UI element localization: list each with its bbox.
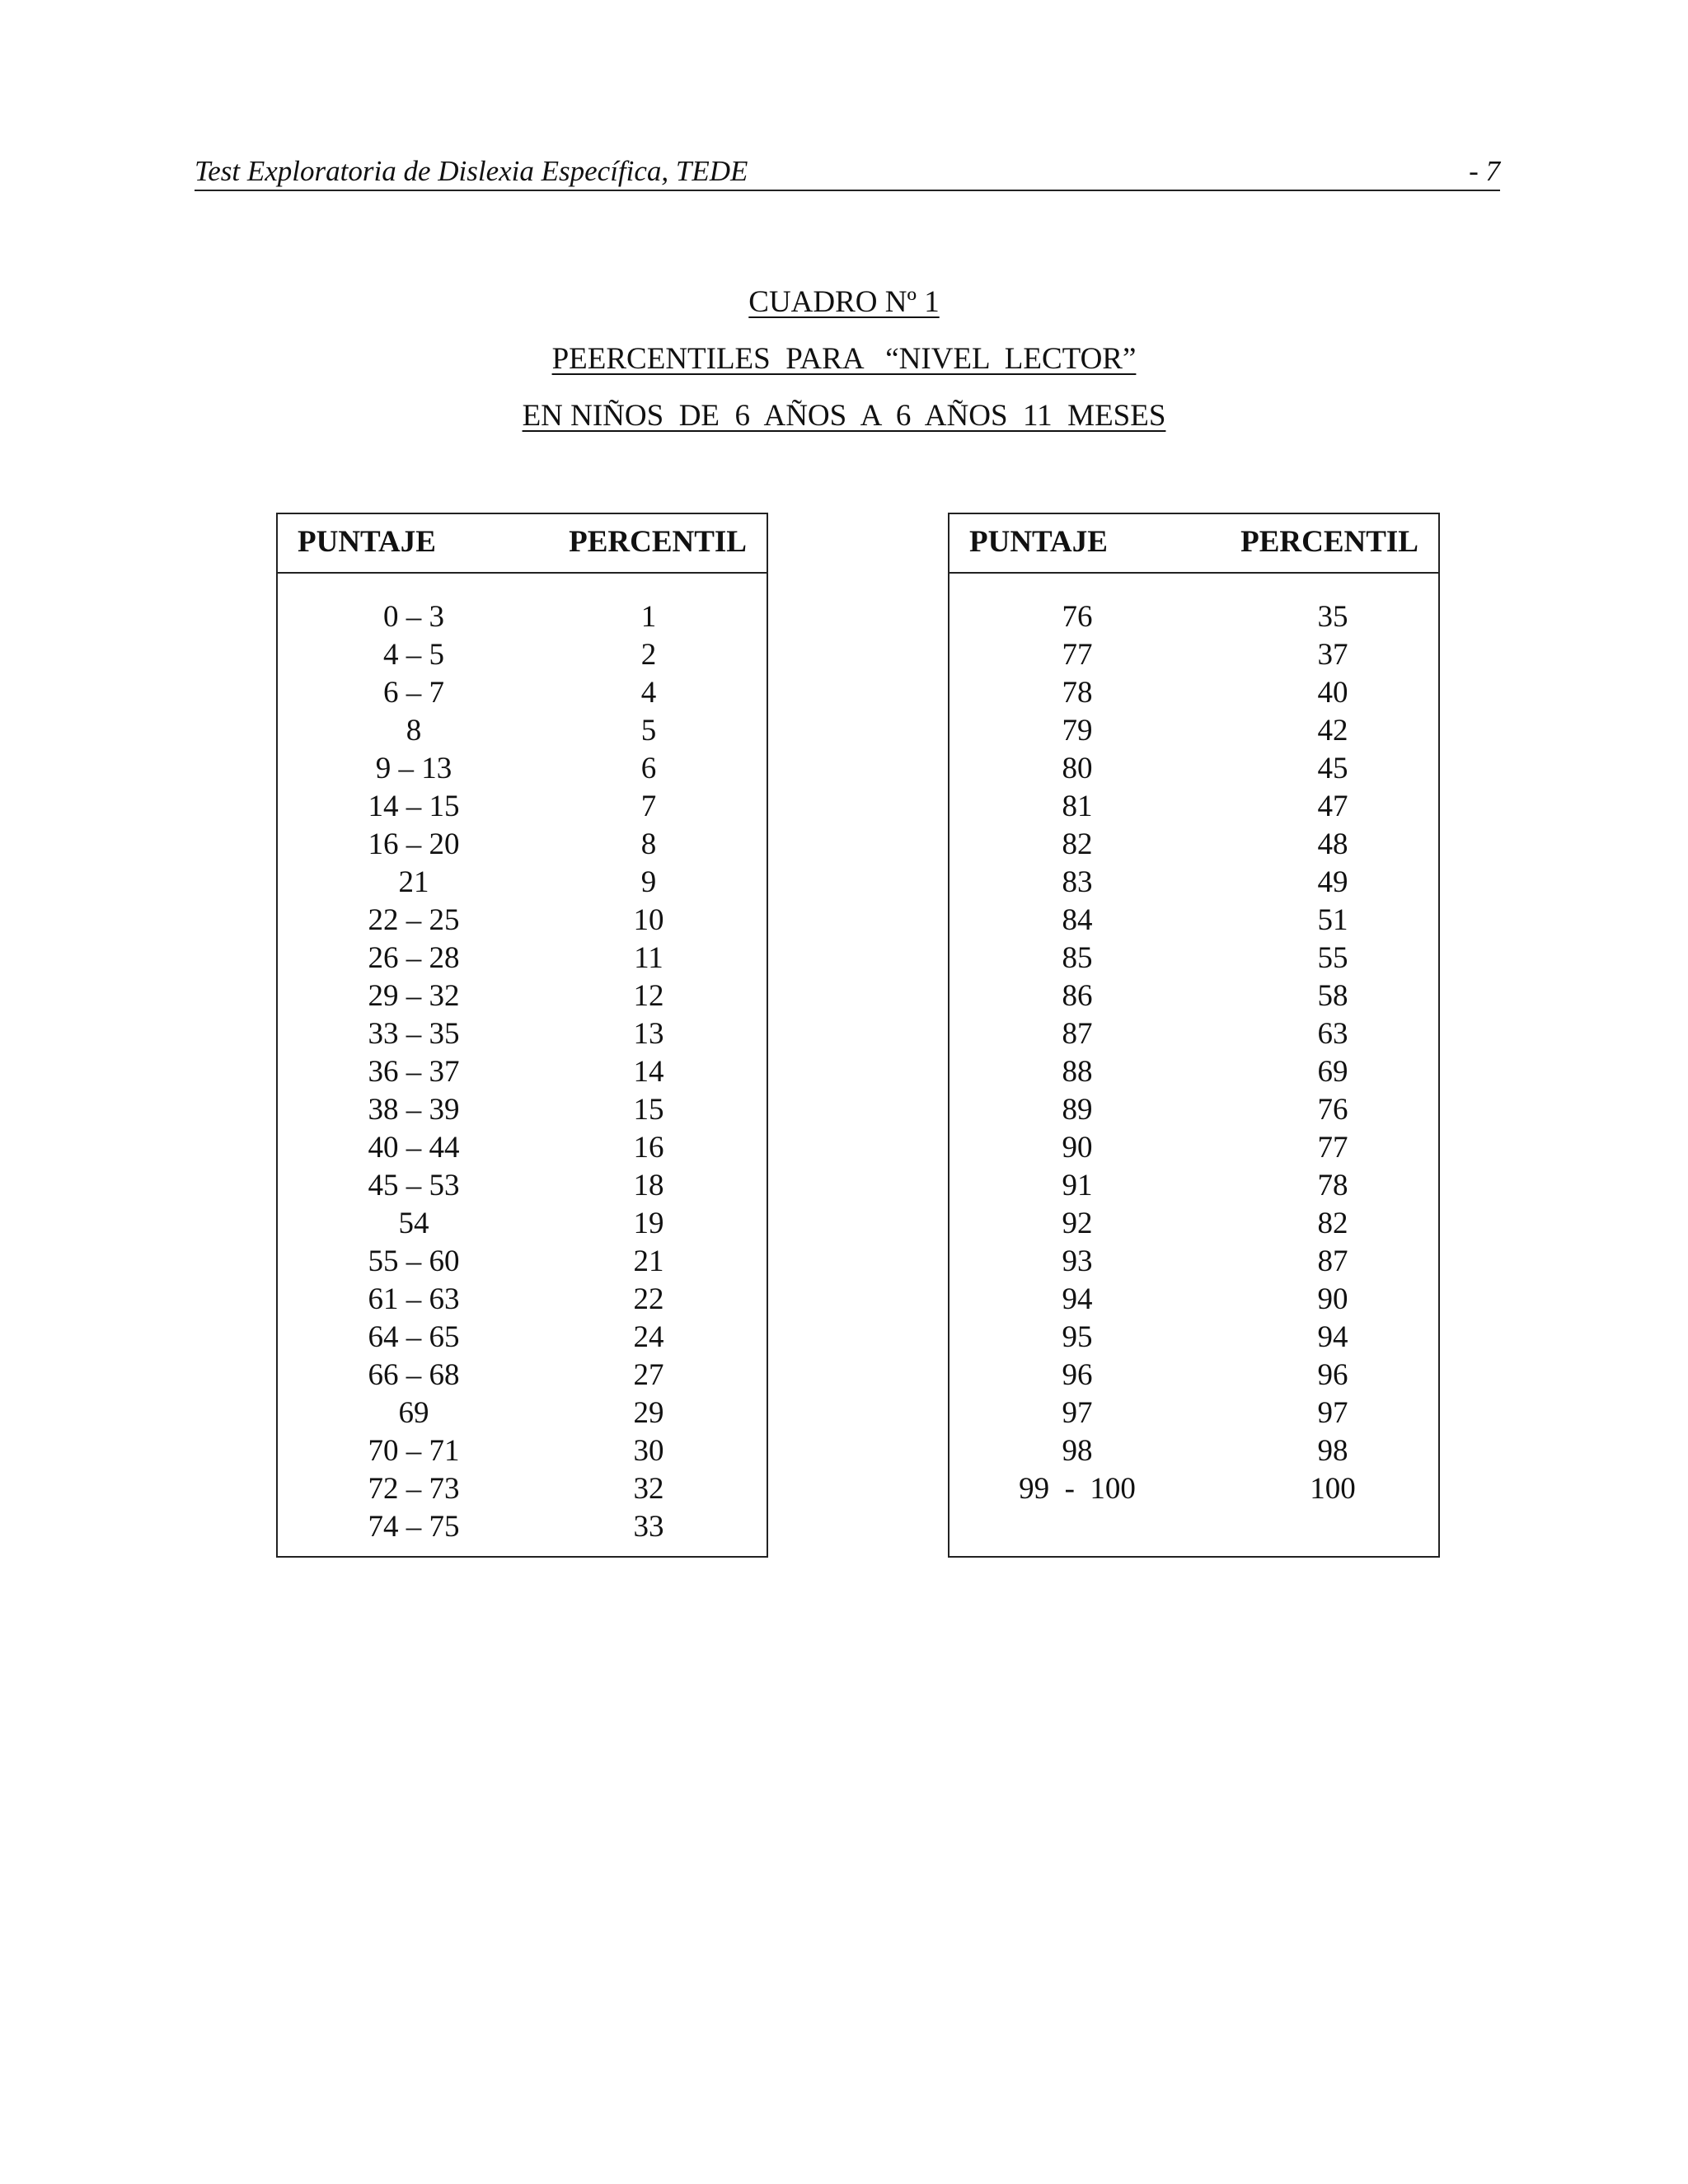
table-row [278, 1432, 767, 1470]
table-row [278, 636, 767, 674]
score-cell: 99 - 100 [1019, 1472, 1136, 1506]
score-cell: 33 – 35 [368, 1017, 460, 1051]
score-cell: 40 – 44 [368, 1131, 460, 1165]
percentile-cell: 11 [634, 941, 663, 975]
percentile-cell: 100 [1310, 1472, 1356, 1506]
percentile-cell: 1 [640, 600, 657, 634]
score-cell: 38 – 39 [368, 1093, 460, 1127]
table-row [278, 1129, 767, 1167]
table-row [950, 1432, 1438, 1470]
score-cell: 72 – 73 [368, 1472, 460, 1506]
table-row [278, 1394, 767, 1432]
table-row [950, 788, 1438, 826]
percentile-cell: 19 [633, 1207, 664, 1240]
table-caption [0, 282, 1688, 452]
percentile-cell: 51 [1317, 903, 1348, 937]
percentile-cell: 13 [633, 1017, 664, 1051]
table-row [950, 1357, 1438, 1394]
table-row [278, 940, 767, 977]
score-cell: 4 – 5 [383, 638, 444, 672]
percentile-cell: 12 [633, 979, 664, 1013]
table-row [950, 1243, 1438, 1281]
score-cell: 77 [1062, 638, 1093, 672]
percentile-cell: 35 [1317, 600, 1348, 634]
score-cell: 21 [398, 865, 429, 899]
score-cell: 92 [1062, 1207, 1093, 1240]
percentile-cell: 96 [1317, 1358, 1348, 1392]
caption-line-2 [0, 339, 1688, 396]
caption-line-3-text: EN NIÑOS DE 6 AÑOS A 6 AÑOS 11 MESES [522, 399, 1166, 433]
table-row [278, 1243, 767, 1281]
table-row [278, 1357, 767, 1394]
table-row [278, 1053, 767, 1091]
caption-line-1 [0, 282, 1688, 339]
score-cell: 85 [1062, 941, 1093, 975]
percentile-cell: 9 [640, 865, 657, 899]
table-row [950, 636, 1438, 674]
score-cell: 89 [1062, 1093, 1093, 1127]
percentile-cell: 76 [1317, 1093, 1348, 1127]
percentile-table-right [948, 513, 1440, 1558]
table-body-right [950, 598, 1438, 1508]
percentile-cell: 49 [1317, 865, 1348, 899]
percentile-cell: 22 [633, 1282, 664, 1316]
percentile-table-left [276, 513, 768, 1558]
table-row [278, 674, 767, 712]
table-row [278, 1167, 767, 1205]
score-cell: 70 – 71 [368, 1434, 460, 1468]
percentile-cell: 7 [640, 790, 657, 823]
percentile-cell: 33 [633, 1510, 664, 1544]
score-cell: 74 – 75 [368, 1510, 460, 1544]
score-cell: 16 – 20 [368, 827, 460, 861]
percentile-cell: 69 [1317, 1055, 1348, 1089]
score-cell: 64 – 65 [368, 1320, 460, 1354]
score-cell: 90 [1062, 1131, 1093, 1165]
percentile-cell: 37 [1317, 638, 1348, 672]
score-cell: 98 [1062, 1434, 1093, 1468]
percentile-cell: 18 [633, 1169, 664, 1202]
table-row [278, 1319, 767, 1357]
percentile-cell: 27 [633, 1358, 664, 1392]
score-cell: 9 – 13 [375, 752, 452, 785]
percentile-cell: 30 [633, 1434, 664, 1468]
caption-line-1-text: CUADRO Nº 1 [748, 285, 940, 319]
column-header-percentile: PERCENTIL [1240, 525, 1418, 559]
score-cell: 54 [398, 1207, 429, 1240]
table-row [278, 750, 767, 788]
score-cell: 6 – 7 [383, 676, 444, 710]
percentile-cell: 2 [640, 638, 657, 672]
percentile-cell: 63 [1317, 1017, 1348, 1051]
score-cell: 14 – 15 [368, 790, 460, 823]
percentile-cell: 24 [633, 1320, 664, 1354]
table-header-right [950, 514, 1438, 574]
percentile-cell: 21 [633, 1244, 664, 1278]
score-cell: 55 – 60 [368, 1244, 460, 1278]
table-row [950, 1015, 1438, 1053]
percentile-cell: 58 [1317, 979, 1348, 1013]
table-row [278, 902, 767, 940]
score-cell: 0 – 3 [383, 600, 444, 634]
score-cell: 93 [1062, 1244, 1093, 1278]
score-cell: 66 – 68 [368, 1358, 460, 1392]
percentile-cell: 45 [1317, 752, 1348, 785]
document-title: Test Exploratoria de Dislexia Específica, TEDE [195, 155, 748, 187]
table-row [950, 902, 1438, 940]
table-row [950, 864, 1438, 902]
percentile-cell: 8 [640, 827, 657, 861]
percentile-cell: 90 [1317, 1282, 1348, 1316]
score-cell: 91 [1062, 1169, 1093, 1202]
table-row [950, 1053, 1438, 1091]
percentile-cell: 15 [633, 1093, 664, 1127]
table-row [278, 598, 767, 636]
table-row [950, 1470, 1438, 1508]
table-body-left [278, 598, 767, 1546]
table-row [950, 826, 1438, 864]
column-header-percentile: PERCENTIL [569, 525, 747, 559]
percentile-cell: 32 [633, 1472, 664, 1506]
table-row [950, 1167, 1438, 1205]
table-row [950, 940, 1438, 977]
table-row [950, 1394, 1438, 1432]
percentile-cell: 6 [640, 752, 657, 785]
percentile-cell: 98 [1317, 1434, 1348, 1468]
score-cell: 61 – 63 [368, 1282, 460, 1316]
percentile-cell: 40 [1317, 676, 1348, 710]
score-cell: 88 [1062, 1055, 1093, 1089]
table-row [278, 864, 767, 902]
percentile-cell: 87 [1317, 1244, 1348, 1278]
percentile-cell: 94 [1317, 1320, 1348, 1354]
table-row [950, 1205, 1438, 1243]
table-row [278, 1205, 767, 1243]
table-row [950, 1091, 1438, 1129]
score-cell: 36 – 37 [368, 1055, 460, 1089]
column-header-score: PUNTAJE [969, 525, 1108, 559]
score-cell: 87 [1062, 1017, 1093, 1051]
percentile-cell: 78 [1317, 1169, 1348, 1202]
table-row [278, 1508, 767, 1546]
score-cell: 26 – 28 [368, 941, 460, 975]
table-row [950, 977, 1438, 1015]
table-row [278, 1281, 767, 1319]
table-row [950, 1281, 1438, 1319]
score-cell: 29 – 32 [368, 979, 460, 1013]
score-cell: 97 [1062, 1396, 1093, 1430]
score-cell: 22 – 25 [368, 903, 460, 937]
table-row [278, 788, 767, 826]
percentile-cell: 82 [1317, 1207, 1348, 1240]
percentile-cell: 10 [633, 903, 664, 937]
score-cell: 80 [1062, 752, 1093, 785]
percentile-cell: 4 [640, 676, 657, 710]
percentile-cell: 48 [1317, 827, 1348, 861]
percentile-cell: 47 [1317, 790, 1348, 823]
table-header-left [278, 514, 767, 574]
score-cell: 83 [1062, 865, 1093, 899]
table-row [278, 977, 767, 1015]
score-cell: 81 [1062, 790, 1093, 823]
percentile-cell: 77 [1317, 1131, 1348, 1165]
table-row [950, 1319, 1438, 1357]
table-row [950, 712, 1438, 750]
percentile-cell: 55 [1317, 941, 1348, 975]
caption-line-2-text: PEERCENTILES PARA “NIVEL LECTOR” [551, 342, 1137, 376]
table-row [950, 750, 1438, 788]
caption-line-3 [0, 396, 1688, 452]
percentile-cell: 97 [1317, 1396, 1348, 1430]
table-row [278, 826, 767, 864]
page-number: - 7 [1469, 155, 1500, 187]
score-cell: 96 [1062, 1358, 1093, 1392]
percentile-cell: 14 [633, 1055, 664, 1089]
table-row [950, 1129, 1438, 1167]
score-cell: 79 [1062, 714, 1093, 748]
score-cell: 82 [1062, 827, 1093, 861]
percentile-cell: 16 [633, 1131, 664, 1165]
score-cell: 45 – 53 [368, 1169, 460, 1202]
table-row [278, 712, 767, 750]
table-row [278, 1091, 767, 1129]
score-cell: 86 [1062, 979, 1093, 1013]
percentile-cell: 42 [1317, 714, 1348, 748]
score-cell: 78 [1062, 676, 1093, 710]
table-row [950, 674, 1438, 712]
score-cell: 69 [398, 1396, 429, 1430]
score-cell: 84 [1062, 903, 1093, 937]
table-row [950, 598, 1438, 636]
score-cell: 8 [406, 714, 422, 748]
page-header [195, 157, 1500, 191]
score-cell: 76 [1062, 600, 1093, 634]
score-cell: 95 [1062, 1320, 1093, 1354]
score-cell: 94 [1062, 1282, 1093, 1316]
table-row [278, 1470, 767, 1508]
percentile-cell: 29 [633, 1396, 664, 1430]
table-row [278, 1015, 767, 1053]
percentile-cell: 5 [640, 714, 657, 748]
column-header-score: PUNTAJE [298, 525, 436, 559]
